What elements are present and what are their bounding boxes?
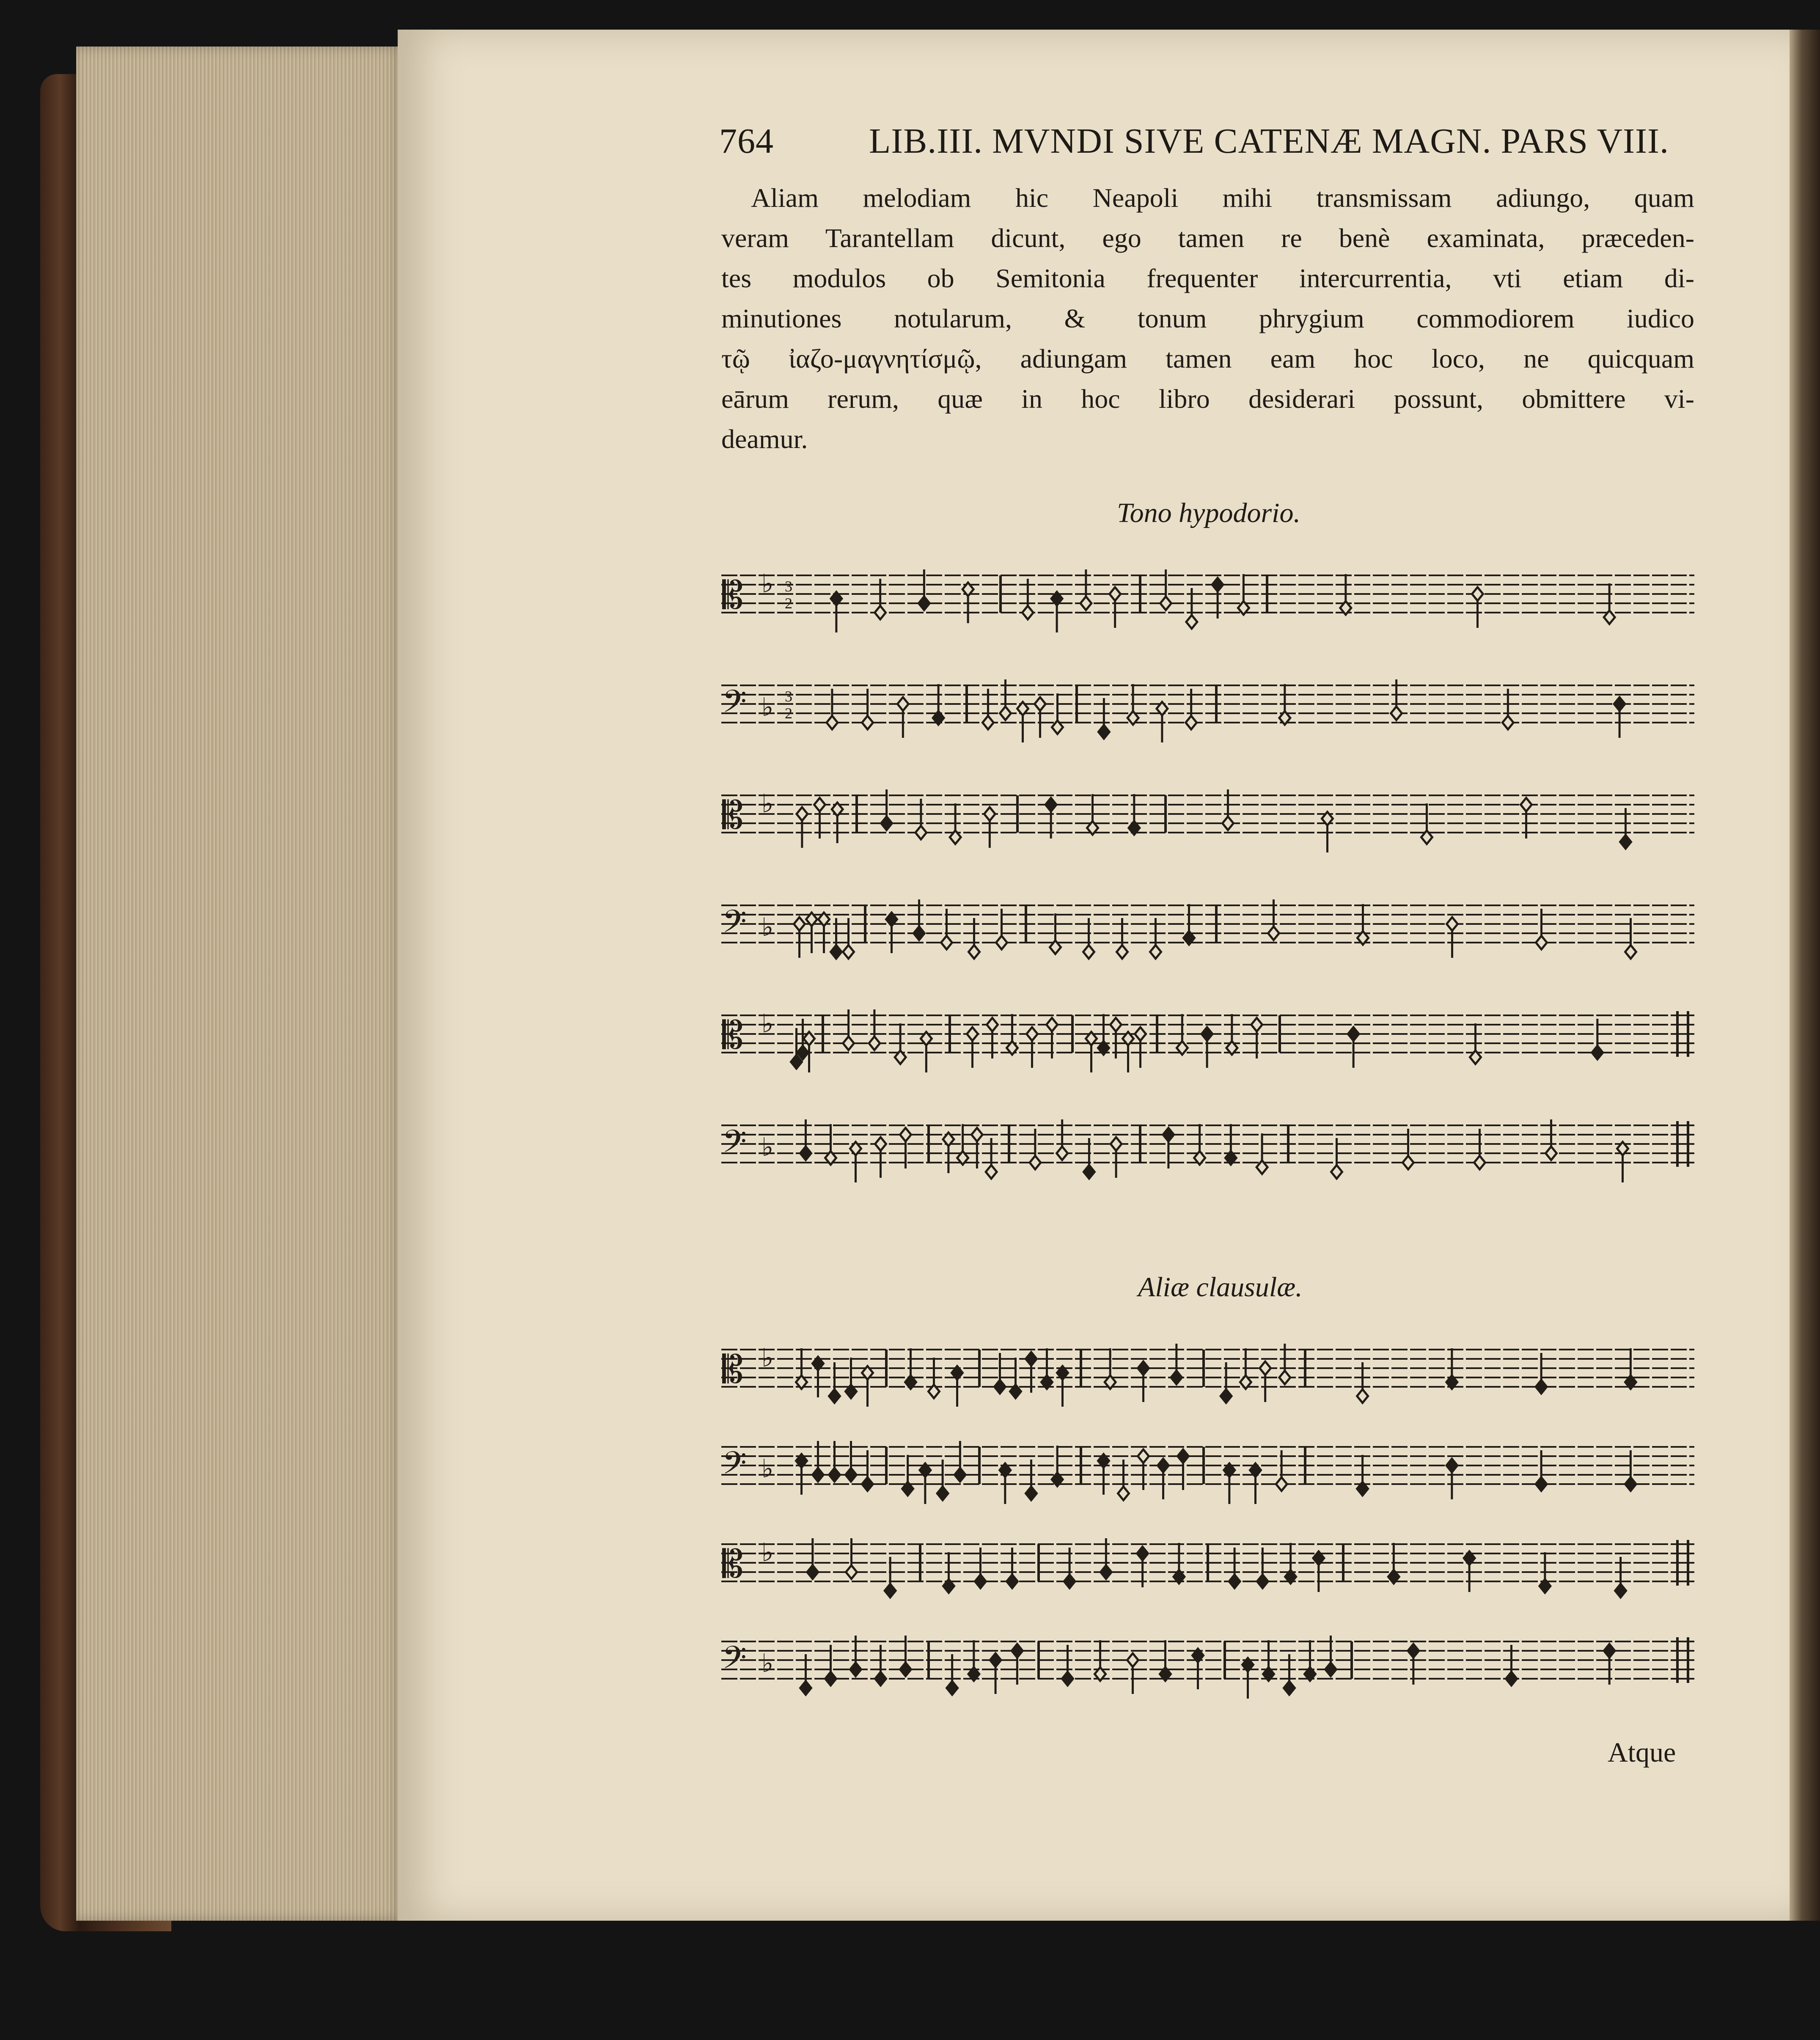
note-head (827, 716, 838, 729)
note-head (1111, 1018, 1122, 1031)
note-head (1138, 1449, 1149, 1463)
music-staff (721, 1119, 1694, 1182)
note-head (1026, 1487, 1037, 1500)
note-head (1446, 1459, 1457, 1472)
note-head (1502, 716, 1513, 729)
facing-page-edge (1790, 30, 1820, 1921)
note-head (1536, 1477, 1547, 1491)
note-head (1098, 725, 1109, 739)
note-head (1138, 1361, 1149, 1375)
note-head (1171, 1371, 1182, 1384)
note-head (1012, 1644, 1023, 1658)
note-head (1212, 578, 1223, 591)
note-head (900, 1663, 911, 1676)
note-head (814, 798, 825, 811)
note-head (794, 917, 805, 931)
text-line: eārum rerum, quæ in hoc libro desiderari possunt, obmittere vi- (721, 384, 1694, 414)
clef-icon: 𝄢 (722, 905, 747, 947)
music-score-section-1 (717, 558, 1699, 1252)
flat-sign-icon: ♭ (762, 1133, 774, 1161)
text-line: τῷ ἰαζο-μαγνητίσμῷ, adiungam tamen eam hoc loco, ne quicquam (721, 344, 1694, 374)
time-signature-bottom: 2 (785, 595, 792, 612)
note-head (1229, 1575, 1240, 1588)
note-head (1474, 1156, 1485, 1169)
time-signature-top: 3 (785, 688, 792, 705)
note-head (1592, 1046, 1603, 1059)
note-head (1625, 1477, 1636, 1491)
clef-icon: 𝄡 (722, 1015, 744, 1057)
note-head (1260, 1361, 1271, 1375)
note-head (1223, 817, 1234, 830)
body-paragraph (721, 178, 1694, 459)
flat-sign-icon: ♭ (762, 1010, 774, 1038)
note-head (1408, 1644, 1419, 1658)
text-line: Aliam melodiam hic Neapoli mihi transmissam adiungo, quam (751, 183, 1694, 213)
note-head (1325, 1663, 1336, 1676)
music-staff (721, 1636, 1694, 1699)
note-head (900, 1128, 911, 1141)
note-head (1110, 587, 1121, 601)
note-head (1536, 1380, 1547, 1394)
time-signature-bottom: 2 (785, 705, 792, 722)
note-head (850, 1663, 861, 1676)
clef-icon: 𝄢 (722, 1641, 747, 1683)
note-head (1158, 1459, 1169, 1472)
note-head (831, 945, 842, 959)
note-head (829, 1389, 840, 1403)
note-head (1178, 1449, 1189, 1463)
note-head (1447, 917, 1458, 931)
note-head (875, 1672, 886, 1685)
flat-sign-icon: ♭ (762, 913, 774, 941)
note-head (1403, 1156, 1414, 1169)
note-head (1472, 587, 1483, 601)
flat-sign-icon: ♭ (762, 1539, 774, 1567)
music-staff (721, 1344, 1694, 1407)
note-head (975, 1575, 986, 1588)
note-head (1160, 597, 1171, 610)
music-staff (721, 679, 1694, 742)
section-title-tono-hypodorio: Tono hypodorio. (1117, 498, 1300, 528)
text-line: deamur. (721, 424, 808, 454)
note-head (813, 1468, 824, 1482)
note-head (984, 807, 995, 821)
note-head (1348, 1027, 1359, 1041)
note-head (1080, 597, 1091, 610)
note-head (825, 1672, 836, 1685)
note-head (1022, 606, 1033, 619)
note-head (1062, 1672, 1073, 1685)
flat-sign-icon: ♭ (762, 570, 774, 598)
note-head (1083, 945, 1094, 959)
note-head (869, 1036, 880, 1050)
note-head (1064, 1575, 1075, 1588)
music-staff (721, 789, 1694, 852)
note-head (1620, 835, 1631, 849)
clef-icon: 𝄡 (722, 1544, 744, 1586)
note-head (918, 597, 929, 610)
flat-sign-icon: ♭ (762, 1344, 774, 1372)
note-head (915, 826, 926, 839)
text-line: veram Tarantellam dicunt, ego tamen re benè examinata, præceden- (721, 223, 1694, 253)
note-head (843, 1036, 854, 1050)
music-staff (721, 899, 1694, 959)
note-head (862, 1477, 873, 1491)
note-head (1030, 1156, 1041, 1169)
clef-icon: 𝄡 (722, 795, 744, 837)
note-head (881, 817, 892, 830)
note-head (1257, 1575, 1268, 1588)
note-head (800, 1146, 811, 1160)
note-head (1100, 1565, 1111, 1579)
running-title: LIB.III. MVNDI SIVE CATENÆ MAGN. PARS VIII. (869, 121, 1669, 161)
note-head (1221, 1389, 1232, 1403)
clef-icon: 𝄡 (722, 575, 744, 617)
note-head (1536, 936, 1547, 949)
time-signature-top: 3 (785, 578, 792, 595)
music-score-section-2 (717, 1333, 1699, 1735)
note-head (1000, 707, 1011, 720)
clef-icon: 𝄡 (722, 1349, 744, 1391)
page-number: 764 (719, 121, 774, 161)
note-head (807, 1565, 818, 1579)
note-head (846, 1468, 857, 1482)
note-head (986, 1165, 997, 1179)
note-head (1357, 1389, 1368, 1403)
note-head (829, 1468, 840, 1482)
note-head (1047, 1018, 1058, 1031)
section-title-aliae-clausulae: Aliæ clausulæ. (1138, 1272, 1303, 1303)
note-head (995, 1380, 1006, 1394)
clef-icon: 𝄢 (722, 685, 747, 727)
clef-icon: 𝄢 (722, 1446, 747, 1488)
note-head (1083, 1165, 1094, 1179)
note-head (1135, 1027, 1146, 1041)
note-head (875, 606, 886, 619)
note-head (1521, 798, 1532, 811)
note-head (1137, 1547, 1148, 1560)
note-head (987, 1018, 998, 1031)
note-head (971, 1128, 982, 1141)
note-head (800, 1681, 811, 1695)
note-head (941, 936, 952, 949)
note-head (1614, 697, 1625, 711)
flat-sign-icon: ♭ (762, 1650, 774, 1677)
note-head (846, 1565, 857, 1579)
catchword: Atque (1608, 1737, 1676, 1768)
note-head (885, 1584, 896, 1597)
note-head (1118, 1487, 1129, 1500)
note-head (1284, 1681, 1295, 1695)
note-head (862, 716, 873, 729)
note-head (1127, 1653, 1138, 1667)
note-head (1201, 1027, 1212, 1041)
note-head (937, 1487, 948, 1500)
note-head (947, 1681, 958, 1695)
text-line: minutiones notularum, & tonum phrygium commodiorem iudico (721, 303, 1694, 333)
note-head (1186, 716, 1197, 729)
note-head (897, 697, 908, 711)
clef-icon: 𝄢 (722, 1125, 747, 1167)
running-header (719, 121, 1669, 167)
note-head (967, 1027, 978, 1041)
note-head (1035, 697, 1046, 711)
note-head (914, 927, 925, 940)
note-head (1007, 1575, 1018, 1588)
note-head (954, 1468, 965, 1482)
music-staff (721, 1009, 1694, 1072)
note-head (1026, 1352, 1037, 1366)
note-head (1186, 615, 1197, 629)
note-head (1391, 707, 1402, 720)
note-head (1615, 1584, 1626, 1597)
note-head (1546, 1146, 1557, 1160)
note-head (1057, 1146, 1068, 1160)
music-staff (721, 1538, 1694, 1597)
note-head (1279, 1371, 1290, 1384)
note-head (969, 945, 980, 959)
note-head (990, 1653, 1001, 1667)
note-head (1506, 1672, 1517, 1685)
page-stack-edge (76, 47, 402, 1921)
note-head (1163, 1128, 1174, 1141)
note-head (1111, 1137, 1122, 1151)
text-line: tes modulos ob Semitonia frequenter intercurrentia, vti etiam di- (721, 263, 1694, 293)
note-head (1268, 927, 1279, 940)
music-staff (721, 1441, 1694, 1504)
flat-sign-icon: ♭ (762, 1455, 774, 1483)
note-head (843, 945, 854, 959)
note-head (1276, 1477, 1287, 1491)
music-staff (721, 569, 1694, 632)
note-head (797, 807, 808, 821)
note-head (1045, 798, 1056, 811)
note-head (1027, 1027, 1038, 1041)
note-head (1117, 945, 1128, 959)
flat-sign-icon: ♭ (762, 790, 774, 818)
note-head (1625, 945, 1636, 959)
note-head (1331, 1165, 1342, 1179)
note-head (996, 936, 1007, 949)
note-head (1150, 945, 1161, 959)
note-head (1604, 1644, 1615, 1658)
note-head (983, 716, 994, 729)
flat-sign-icon: ♭ (762, 693, 774, 721)
note-head (1251, 1018, 1262, 1031)
note-head (875, 1137, 886, 1151)
